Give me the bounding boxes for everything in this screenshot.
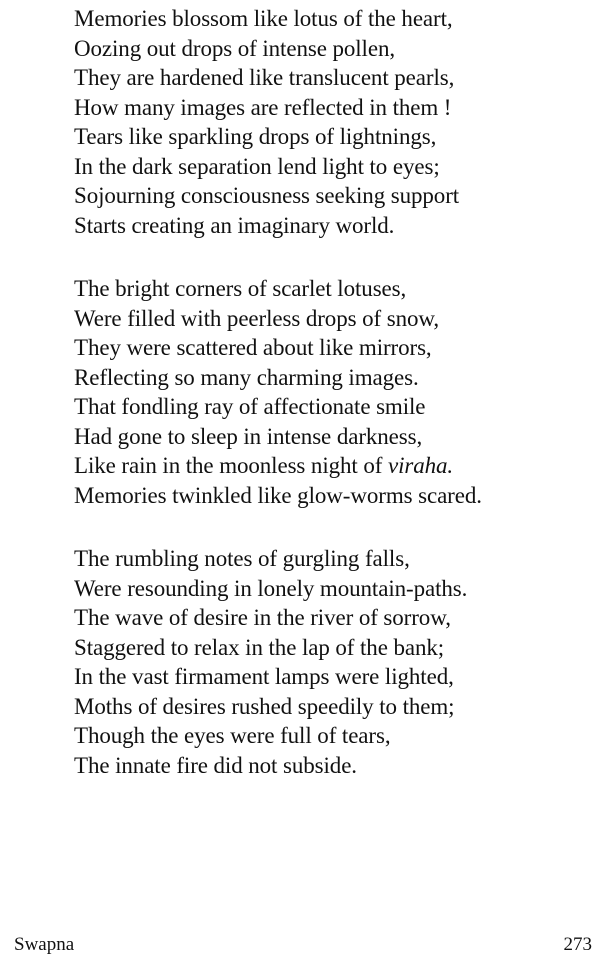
stanza-3 bbox=[74, 544, 594, 780]
page-footer bbox=[0, 932, 600, 958]
page-number: 273 bbox=[563, 934, 592, 955]
poem-line: Tears like sparkling drops of lightnings, bbox=[74, 124, 437, 149]
poem-line: Reflecting so many charming images. bbox=[74, 364, 419, 390]
poem-line: Though the eyes were full of tears, bbox=[74, 723, 391, 748]
poem-line: In the vast firmament lamps were lighted, bbox=[74, 664, 454, 689]
poem-line: That fondling ray of affectionate smile bbox=[74, 394, 426, 419]
poem-line-text: Like rain in the moonless night of bbox=[74, 453, 388, 478]
italic-word-viraha: viraha. bbox=[387, 453, 454, 478]
stanza-1 bbox=[74, 4, 594, 240]
poem-line: Staggered to relax in the lap of the bank; bbox=[74, 634, 445, 660]
poem-line: They are hardened like translucent pearls, bbox=[74, 65, 455, 90]
poem-line: Memories blossom like lotus of the heart, bbox=[74, 6, 453, 31]
poem-line: The wave of desire in the river of sorrow, bbox=[74, 605, 451, 630]
poem-line: The innate fire did not subside. bbox=[74, 752, 357, 778]
poem-line: Had gone to sleep in intense darkness, bbox=[74, 423, 423, 449]
poem-line: Memories twinkled like glow-worms scared. bbox=[74, 482, 482, 508]
stanza-2 bbox=[74, 274, 594, 510]
poem-line: In the dark separation lend light to eyes; bbox=[74, 153, 440, 179]
poem-line: Were filled with peerless drops of snow, bbox=[74, 305, 440, 331]
poem-body bbox=[74, 4, 594, 780]
poem-line: They were scattered about like mirrors, bbox=[74, 335, 432, 360]
poem-line: Oozing out drops of intense pollen, bbox=[74, 35, 396, 61]
poem-line: Sojourning consciousness seeking support bbox=[74, 183, 460, 208]
poem-line: The rumbling notes of gurgling falls, bbox=[74, 546, 410, 571]
poem-line: The bright corners of scarlet lotuses, bbox=[74, 276, 407, 301]
poem-line: Moths of desires rushed speedily to them; bbox=[74, 693, 455, 719]
poem-line: Were resounding in lonely mountain-paths. bbox=[74, 575, 468, 601]
poem-line: Starts creating an imaginary world. bbox=[74, 212, 395, 238]
footer-book-title: Swapna bbox=[14, 934, 75, 955]
poem-line: How many images are reflected in them ! bbox=[74, 94, 452, 120]
poem-line-with-italic bbox=[74, 451, 594, 481]
